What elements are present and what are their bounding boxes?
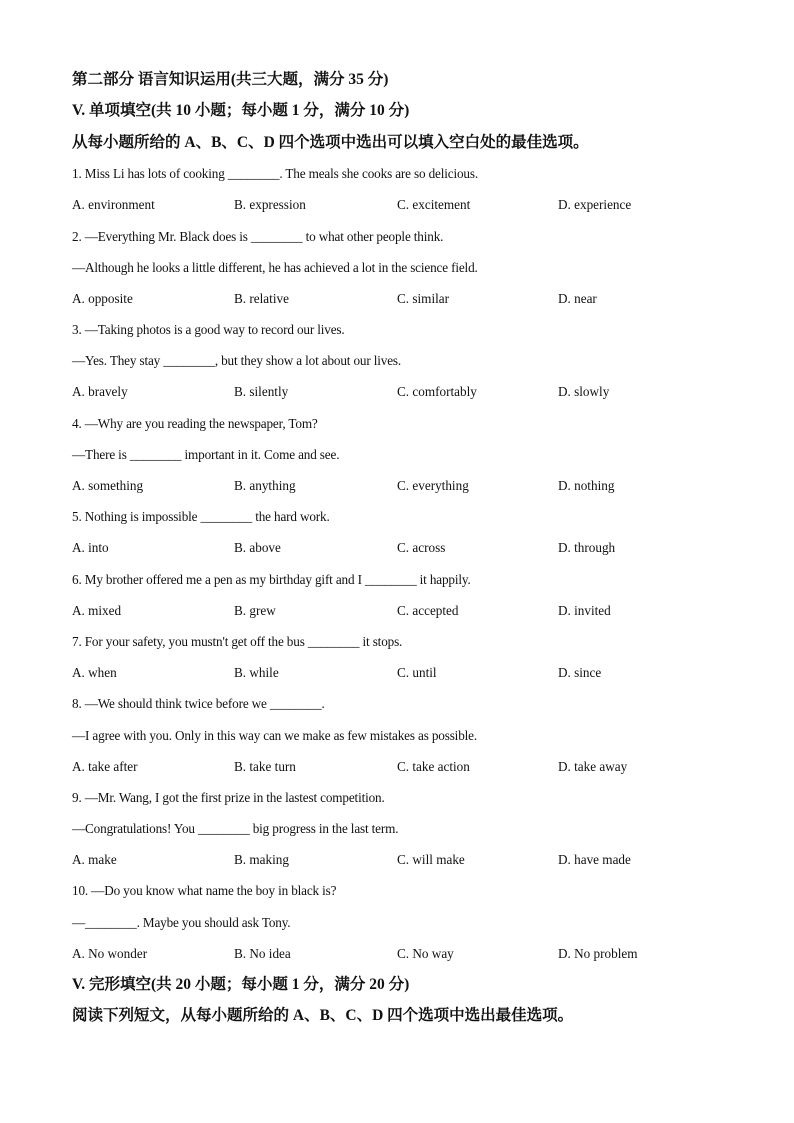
- question-item: [72, 501, 732, 563]
- option-d: D. through: [558, 540, 616, 556]
- option-d: D. near: [558, 290, 597, 306]
- part-v-instruction: 从每小题所给的 A、B、C、D 四个选项中选出可以填入空白处的最佳选项。: [72, 133, 589, 151]
- answer-options: [72, 751, 732, 782]
- question-item: [72, 408, 732, 502]
- question-dialogue-line: —There is ________ important in it. Come and see.: [72, 446, 340, 462]
- option-c: C. accepted: [397, 602, 459, 618]
- question-dialogue-line: —Although he looks a little different, he has achieved a lot in the science field.: [72, 259, 478, 275]
- question-stem: 3. —Taking photos is a good way to record our lives.: [72, 322, 345, 338]
- option-a: A. opposite: [72, 290, 133, 306]
- answer-options: [72, 376, 732, 407]
- option-d: D. experience: [558, 197, 632, 213]
- answer-options: [72, 657, 732, 688]
- option-d: D. since: [558, 665, 602, 681]
- option-d: D. No problem: [558, 945, 638, 961]
- option-b: B. making: [234, 852, 289, 868]
- option-d: D. invited: [558, 602, 611, 618]
- option-b: B. silently: [234, 384, 289, 400]
- option-b: B. grew: [234, 602, 276, 618]
- part-v-title: V. 单项填空(共 10 小题；每小题 1 分，满分 10 分): [72, 102, 410, 120]
- option-a: A. make: [72, 852, 117, 868]
- answer-options: [72, 532, 732, 563]
- cloze-instruction: 阅读下列短文，从每小题所给的 A、B、C、D 四个选项中选出最佳选项。: [72, 1007, 574, 1025]
- option-b: B. above: [234, 540, 281, 556]
- question-stem: 1. Miss Li has lots of cooking ________. The meals she cooks are so delicious.: [72, 166, 478, 182]
- option-d: D. slowly: [558, 384, 610, 400]
- answer-options: [72, 283, 732, 314]
- question-item: [72, 314, 732, 408]
- option-c: C. until: [397, 665, 437, 681]
- answer-options: [72, 189, 732, 220]
- section-title: 第二部分 语言知识运用(共三大题，满分 35 分): [72, 71, 389, 88]
- question-dialogue-line: —I agree with you. Only in this way can we make as few mistakes as possible.: [72, 727, 478, 743]
- option-b: B. No idea: [234, 945, 291, 961]
- option-b: B. relative: [234, 290, 289, 306]
- question-stem: 4. —Why are you reading the newspaper, Tom?: [72, 415, 318, 431]
- question-stem: 9. —Mr. Wang, I got the first prize in the lastest competition.: [72, 789, 385, 805]
- question-dialogue-line: —________. Maybe you should ask Tony.: [72, 914, 291, 930]
- question-item: [72, 158, 732, 220]
- question-stem: 8. —We should think twice before we ________.: [72, 696, 325, 712]
- question-item: [72, 626, 732, 688]
- option-a: A. take after: [72, 758, 138, 774]
- question-item: [72, 875, 732, 969]
- option-b: B. take turn: [234, 758, 296, 774]
- option-b: B. while: [234, 665, 279, 681]
- option-c: C. excitement: [397, 197, 471, 213]
- option-a: A. bravely: [72, 384, 128, 400]
- question-list: [72, 158, 732, 969]
- option-c: C. everything: [397, 478, 469, 494]
- option-c: C. No way: [397, 945, 454, 961]
- question-dialogue-line: —Yes. They stay ________, but they show a lot about our lives.: [72, 353, 402, 369]
- answer-options: [72, 938, 732, 969]
- option-d: D. have made: [558, 852, 631, 868]
- option-c: C. across: [397, 540, 446, 556]
- question-item: [72, 564, 732, 626]
- answer-options: [72, 844, 732, 875]
- option-c: C. will make: [397, 852, 465, 868]
- question-stem: 7. For your safety, you mustn't get off the bus ________ it stops.: [72, 633, 403, 649]
- question-item: [72, 688, 732, 782]
- exam-page: [72, 64, 732, 1032]
- option-a: A. something: [72, 478, 144, 494]
- option-a: A. environment: [72, 197, 155, 213]
- question-item: [72, 782, 732, 876]
- option-b: B. anything: [234, 478, 296, 494]
- option-b: B. expression: [234, 197, 306, 213]
- option-a: A. into: [72, 540, 109, 556]
- option-c: C. similar: [397, 290, 450, 306]
- question-stem: 6. My brother offered me a pen as my birthday gift and I ________ it happily.: [72, 571, 471, 587]
- question-stem: 10. —Do you know what name the boy in black is?: [72, 883, 337, 899]
- option-c: C. take action: [397, 758, 470, 774]
- question-dialogue-line: —Congratulations! You ________ big progress in the last term.: [72, 821, 399, 837]
- option-d: D. take away: [558, 758, 628, 774]
- option-a: A. mixed: [72, 602, 122, 618]
- option-a: A. when: [72, 665, 117, 681]
- answer-options: [72, 470, 732, 501]
- question-stem: 2. —Everything Mr. Black does is ________ to what other people think.: [72, 228, 444, 244]
- option-d: D. nothing: [558, 478, 615, 494]
- question-item: [72, 221, 732, 315]
- option-c: C. comfortably: [397, 384, 477, 400]
- cloze-title: V. 完形填空(共 20 小题；每小题 1 分，满分 20 分): [72, 976, 410, 994]
- answer-options: [72, 595, 732, 626]
- option-a: A. No wonder: [72, 945, 148, 961]
- question-stem: 5. Nothing is impossible ________ the hard work.: [72, 509, 330, 525]
